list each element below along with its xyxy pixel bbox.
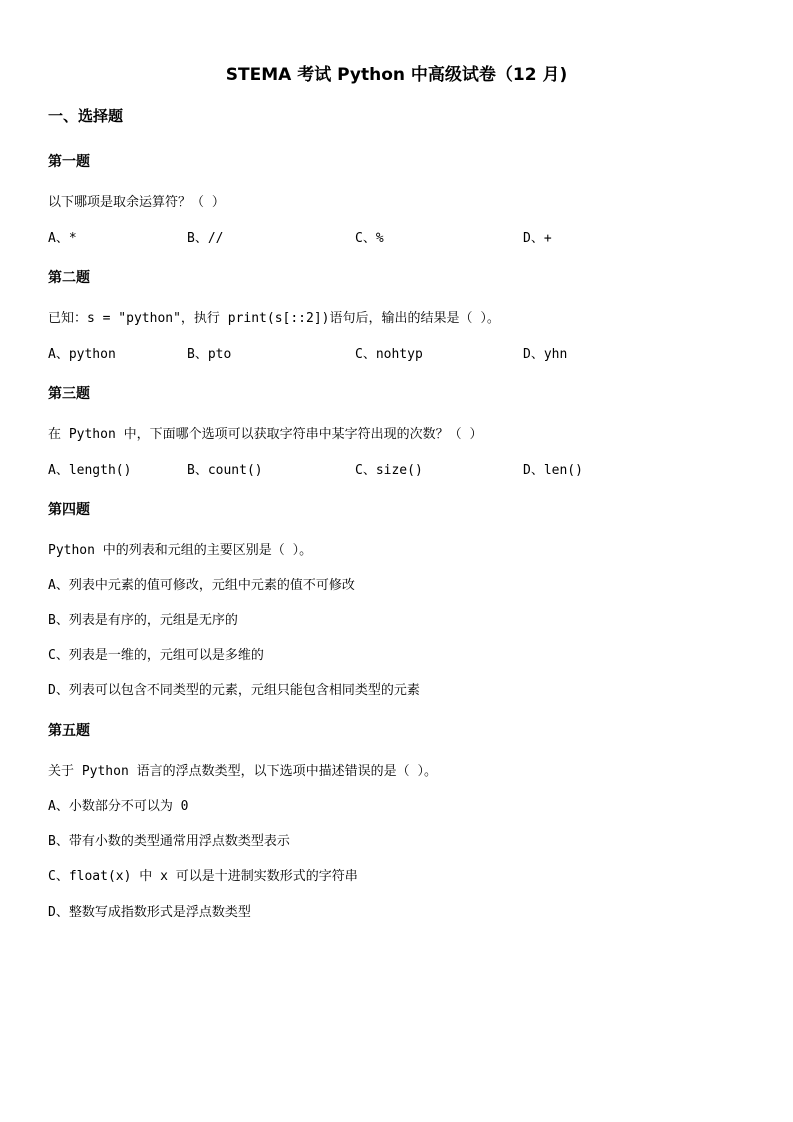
question-3-stem: 在 Python 中，下面哪个选项可以获取字符串中某字符出现的次数？（ ） (48, 427, 483, 442)
question-1-option-c: C、% (355, 231, 384, 246)
question-4-heading: 第四题 (48, 502, 90, 518)
question-4-option-d: D、列表可以包含不同类型的元素，元组只能包含相同类型的元素 (48, 683, 420, 698)
question-5-option-c: C、float(x) 中 x 可以是十进制实数形式的字符串 (48, 869, 358, 884)
section-heading: 一、选择题 (48, 107, 124, 125)
question-4-stem: Python 中的列表和元组的主要区别是（ ）。 (48, 543, 313, 558)
question-4-option-a: A、列表中元素的值可修改，元组中元素的值不可修改 (48, 578, 355, 593)
question-1-option-a: A、* (48, 231, 77, 246)
question-1-stem: 以下哪项是取余运算符？（ ） (48, 195, 225, 210)
question-2-option-b: B、pto (187, 347, 232, 362)
question-5-option-a: A、小数部分不可以为 0 (48, 799, 189, 814)
question-3-option-a: A、length() (48, 463, 132, 478)
question-3-option-c: C、size() (355, 463, 423, 478)
question-2-option-c: C、nohtyp (355, 347, 423, 362)
question-2-option-a: A、python (48, 347, 116, 362)
question-4-option-c: C、列表是一维的，元组可以是多维的 (48, 648, 264, 663)
question-5-option-b: B、带有小数的类型通常用浮点数类型表示 (48, 834, 290, 849)
question-3-option-d: D、len() (523, 463, 583, 478)
question-3-option-b: B、count() (187, 463, 263, 478)
question-2-stem: 已知：s = "python"，执行 print(s[::2])语句后，输出的结果是（ ）。 (48, 311, 500, 326)
question-3-heading: 第三题 (48, 386, 90, 402)
question-2-option-d: D、yhn (523, 347, 568, 362)
question-5-heading: 第五题 (48, 723, 90, 739)
question-1-heading: 第一题 (48, 154, 90, 170)
question-5-stem: 关于 Python 语言的浮点数类型，以下选项中描述错误的是（ ）。 (48, 764, 437, 779)
question-4-option-b: B、列表是有序的，元组是无序的 (48, 613, 238, 628)
question-2-heading: 第二题 (48, 270, 90, 286)
page-title: STEMA 考试 Python 中高级试卷（12 月) (225, 65, 568, 85)
question-1-option-d: D、+ (523, 231, 552, 246)
question-1-option-b: B、// (187, 231, 224, 246)
question-5-option-d: D、整数写成指数形式是浮点数类型 (48, 905, 251, 920)
